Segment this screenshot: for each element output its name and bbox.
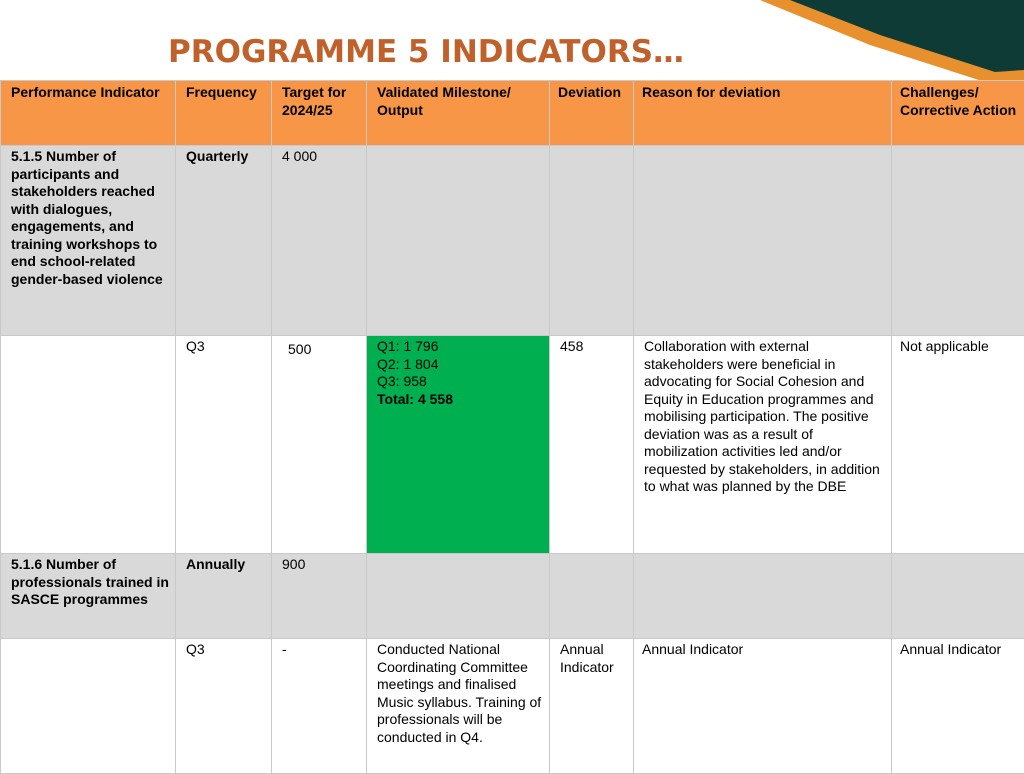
frequency-cell: Q3 [176, 336, 272, 554]
action-cell: Not applicable [892, 336, 1024, 554]
target-cell: 4 000 [272, 146, 367, 336]
frequency-cell: Annually [176, 554, 272, 639]
table-row [1, 554, 1024, 639]
header-performance-indicator: Performance Indicator [1, 81, 176, 146]
table-header-row [1, 81, 1024, 146]
header-target: Target for 2024/25 [272, 81, 367, 146]
header-frequency: Frequency [176, 81, 272, 146]
table-row [1, 639, 1024, 774]
reason-cell [634, 146, 892, 336]
target-cell: 900 [272, 554, 367, 639]
page-title: PROGRAMME 5 INDICATORS… [168, 34, 684, 70]
milestone-cell: Conducted National Coordinating Committee meetings and finalised Music syllabus. Training of professionals will be conducted in Q4. [367, 639, 550, 774]
table-row [1, 336, 1024, 554]
milestone-total: Total: 4 558 [377, 391, 546, 409]
action-cell: Annual Indicator [892, 639, 1024, 774]
deviation-cell: Annual Indicator [550, 639, 634, 774]
action-cell [892, 146, 1024, 336]
indicator-cell: 5.1.6 Number of professionals trained in SASCE programmes [1, 554, 176, 639]
deviation-cell [550, 554, 634, 639]
milestone-q3: Q3: 958 [377, 373, 546, 391]
reason-cell: Annual Indicator [634, 639, 892, 774]
deviation-cell [550, 146, 634, 336]
reason-cell: Collaboration with external stakeholders were beneficial in advocating for Social Cohesion and Equity in Education programmes and mobilising participation. The positive deviation was as a result of mobilization activities led and/or requested by stakeholders, in addition to what was planned by the DBE [634, 336, 892, 554]
milestone-q2: Q2: 1 804 [377, 356, 546, 374]
table-row [1, 146, 1024, 336]
indicator-cell [1, 336, 176, 554]
header-corrective-action: Challenges/ Corrective Action [892, 81, 1024, 146]
milestone-cell [367, 146, 550, 336]
header-reason: Reason for deviation [634, 81, 892, 146]
target-cell: 500 [272, 336, 367, 554]
milestone-q1: Q1: 1 796 [377, 338, 546, 356]
header-deviation: Deviation [550, 81, 634, 146]
header-milestone: Validated Milestone/ Output [367, 81, 550, 146]
milestone-cell [367, 336, 550, 554]
deviation-cell: 458 [550, 336, 634, 554]
indicators-table [0, 80, 1024, 774]
target-cell: - [272, 639, 367, 774]
frequency-cell: Quarterly [176, 146, 272, 336]
frequency-cell: Q3 [176, 639, 272, 774]
milestone-cell [367, 554, 550, 639]
reason-cell [634, 554, 892, 639]
indicator-cell [1, 639, 176, 774]
action-cell [892, 554, 1024, 639]
indicator-cell: 5.1.5 Number of participants and stakeholders reached with dialogues, engagements, and training workshops to end school-related gender-based violence [1, 146, 176, 336]
